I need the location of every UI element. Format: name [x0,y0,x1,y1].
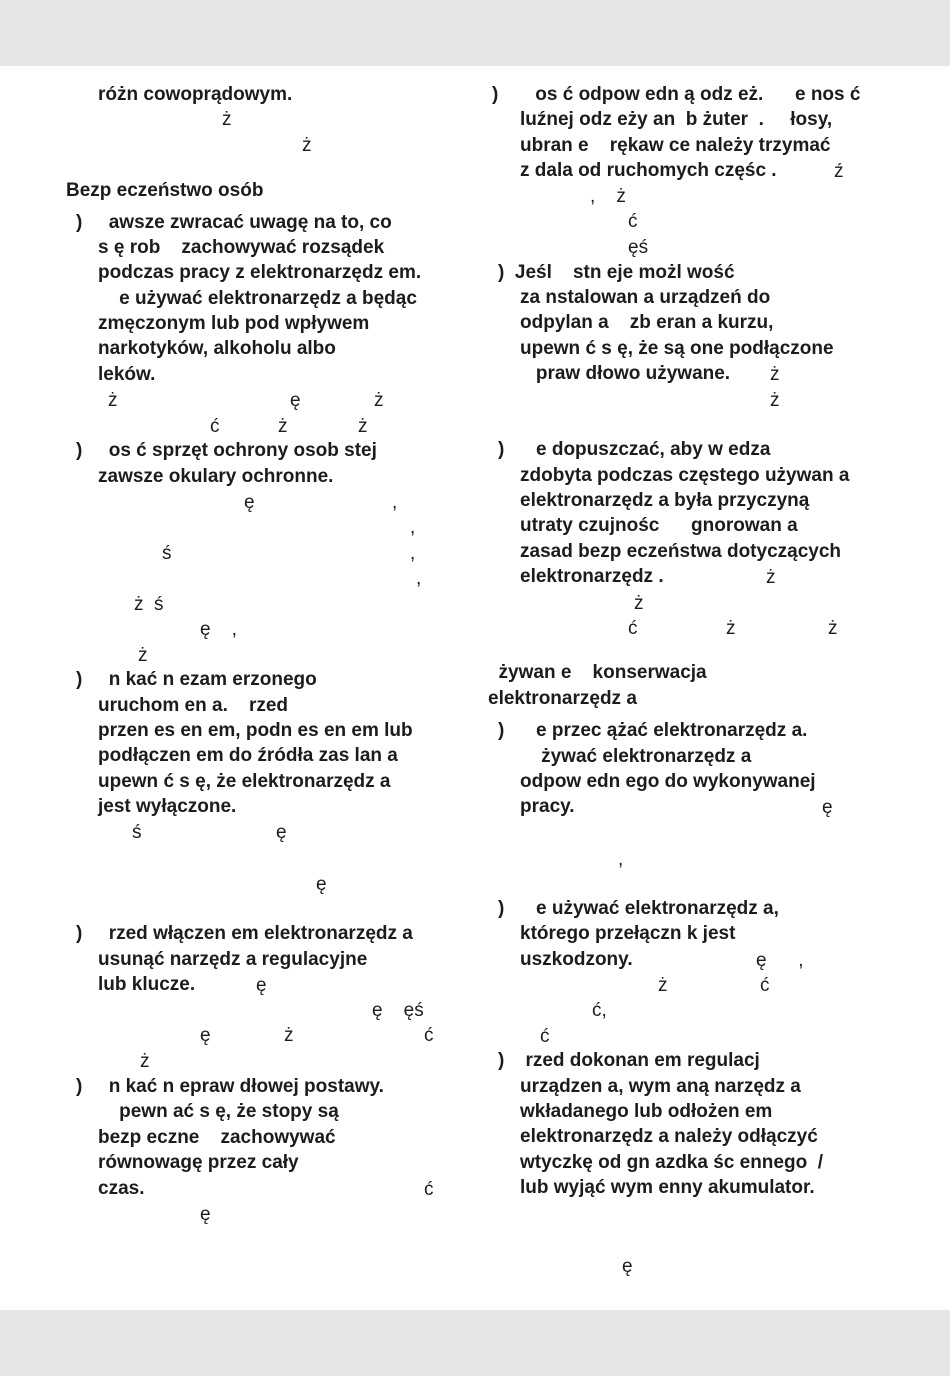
right-column-line: wtyczkę od gn azdka śc ennego / [520,1152,824,1173]
left-column-line: , [410,543,416,564]
right-column-line: ć [760,975,770,996]
right-column-line: wkładanego lub odłożen em [520,1101,773,1122]
right-column-line: ęś [628,237,649,258]
left-column-line: różn cowoprądowym. [98,84,293,105]
right-column-line: elektronarzędz a [488,688,637,709]
right-column-line: ż [726,618,736,639]
right-column-line: ż [634,593,644,614]
left-column-line: ż [374,390,384,411]
right-column-line: ) Jeśl stn eje możl wość [498,262,735,283]
left-column-line: ż [222,109,232,130]
left-column-line: ż [284,1025,294,1046]
left-column-line: ż [108,390,118,411]
left-column-line: bezp eczne zachowywać [98,1127,336,1148]
left-column-line: leków. [98,364,156,385]
left-column-line: e używać elektronarzędz a będąc [98,288,417,309]
right-column-line: uszkodzony. [520,949,633,970]
left-column-line: ) n kać n epraw dłowej postawy. [76,1076,384,1097]
right-column-line: elektronarzędz . [520,566,664,587]
left-column-line: ć [424,1025,434,1046]
right-column-line: za nstalowan a urządzeń do [520,287,771,308]
right-column-line: , ż [590,186,626,207]
left-column-line: ż [302,135,312,156]
left-column-line: ę [276,822,287,843]
right-column-line: ż [770,364,780,385]
left-column-line: ż [358,416,368,437]
left-column-line: ) awsze zwracać uwagę na to, co [76,212,392,233]
right-column-line: , [618,849,624,870]
left-column-line: ) n kać n ezam erzonego [76,669,317,690]
right-column-line: odpow edn ego do wykonywanej [520,771,816,792]
left-column-line: , [416,568,422,589]
right-column-line: ę [822,797,833,818]
right-column-line: ) e dopuszczać, aby w edza [498,439,771,460]
left-column-line: ę [200,1204,211,1225]
right-column-line: ć [540,1026,550,1047]
right-column-line: luźnej odz eży an b żuter . łosy, [520,109,833,130]
right-column-line: elektronarzędz a należy odłączyć [520,1126,818,1147]
left-column-line: zawsze okulary ochronne. [98,466,334,487]
right-column-line: upewn ć s ę, że są one podłączone [520,338,834,359]
right-column-line: utraty czujnośc gnorowan a [520,515,798,536]
left-column-line: przen es en em, podn es en em lub [98,720,413,741]
right-column-line: żywan e konserwacja [488,662,707,683]
left-column-line: lub klucze. [98,974,196,995]
right-column-line: z dala od ruchomych częśc . [520,160,777,181]
right-column-line: którego przełączn k jest [520,923,736,944]
right-column-line: praw dłowo używane. [520,363,731,384]
left-column-line: upewn ć s ę, że elektronarzędz a [98,771,391,792]
left-column-line: s ę rob zachowywać rozsądek [98,237,385,258]
right-column-line: ) os ć odpow edn ą odz eż. e nos ć [492,84,861,105]
left-column-line: ę [244,492,255,513]
left-column-line: Bezp eczeństwo osób [66,180,264,201]
right-column-line: odpylan a zb eran a kurzu, [520,312,774,333]
right-column-line: ) e przec ążać elektronarzędz a. [498,720,808,741]
left-column-line: ś [132,822,142,843]
left-column-line: ę [290,390,301,411]
left-column-line: zmęczonym lub pod wpływem [98,313,370,334]
left-column-line: podczas pracy z elektronarzędz em. [98,262,422,283]
right-column-line: lub wyjąć wym enny akumulator. [520,1177,815,1198]
left-column-line: , [410,517,416,538]
left-column-line: usunąć narzędz a regulacyjne [98,949,368,970]
right-column-line: ę [622,1256,633,1277]
left-column-line: ż ś [134,594,164,615]
right-column-line: ż [828,618,838,639]
left-column-line: ) rzed włączen em elektronarzędz a [76,923,413,944]
left-column-line: równowagę przez cały [98,1152,299,1173]
right-column-line: ć [628,618,638,639]
right-column-line: ż [766,567,776,588]
right-column-line: zdobyta podczas częstego używan a [520,465,850,486]
left-column-line: , [392,492,398,513]
left-column-line: ć [424,1179,434,1200]
right-column-line: pracy. [520,796,575,817]
right-column-line: ę , [756,950,804,971]
right-column-line: ż [770,390,780,411]
left-column-line: narkotyków, alkoholu albo [98,338,336,359]
left-column-line: ś [162,543,172,564]
document-page [0,66,950,1310]
left-column-line: ć [210,416,220,437]
right-column-line: urządzen a, wym aną narzędz a [520,1076,801,1097]
left-column-line: ę [316,874,327,895]
right-column-line: ) rzed dokonan em regulacj [498,1050,760,1071]
left-column-line: ę [200,1025,211,1046]
right-column-line: ) e używać elektronarzędz a, [498,898,779,919]
right-column-line: ubran e rękaw ce należy trzymać [520,135,831,156]
left-column-line: ż [140,1051,150,1072]
right-column-line: elektronarzędz a była przyczyną [520,490,810,511]
right-column-line: ż [658,975,668,996]
right-column-line: żywać elektronarzędz a [520,746,752,767]
left-column-line: podłączen em do źródła zas lan a [98,745,398,766]
left-column-line: ę , [200,619,237,640]
right-column-line: ć, [592,1000,607,1021]
left-column-line: ę [256,975,267,996]
right-column-line: zasad bezp eczeństwa dotyczących [520,541,842,562]
left-column-line: ż [138,645,148,666]
left-column-line: ę ęś [372,1000,424,1021]
left-column-line: czas. [98,1178,145,1199]
left-column-line: jest wyłączone. [98,796,237,817]
left-column-line: pewn ać s ę, że stopy są [98,1101,339,1122]
left-column-line: ż [278,416,288,437]
left-column-line: uruchom en a. rzed [98,695,289,716]
left-column-line: ) os ć sprzęt ochrony osob stej [76,440,377,461]
right-column-line: ć [628,211,638,232]
right-column-line: ź [834,161,844,182]
